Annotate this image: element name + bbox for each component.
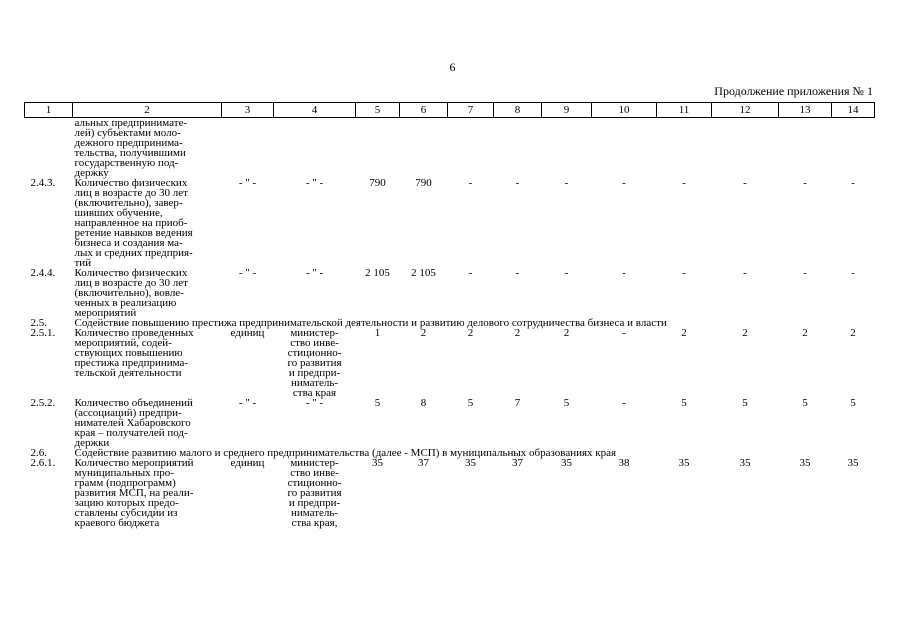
- value-cell: [448, 118, 494, 179]
- value-cell: 35: [847, 457, 859, 469]
- table-row: [25, 178, 875, 268]
- header-cell: 4: [274, 103, 356, 118]
- unit-cell: - " -: [238, 267, 257, 279]
- unit-cell: единиц: [230, 327, 265, 339]
- value-cell: 2: [850, 327, 856, 339]
- header-cell: 9: [542, 103, 592, 118]
- value-cell: 7: [514, 397, 521, 409]
- value-cell: 5: [563, 397, 570, 409]
- value-cell: 38: [618, 457, 630, 469]
- value-cell: 2 105: [411, 267, 436, 279]
- value-cell: 8: [420, 397, 427, 409]
- value-cell: -: [468, 267, 473, 279]
- value-cell: 37: [418, 457, 429, 469]
- indicator-name: Количество проведенных мероприятий, содей- ствующих повышению престижа предпринима- тельской деятельности: [74, 327, 194, 379]
- value-cell: [592, 118, 657, 179]
- value-cell: -: [564, 267, 569, 279]
- table-row: [25, 268, 875, 318]
- indicator-name: Количество физических лиц в возрасте до 30 лет (включительно), завер- шивших обучение, направленное на приоб- ретение навыков ведения бизнеса и создания ма- лых и средних предприя- тий: [74, 177, 193, 269]
- header-cell: 3: [222, 103, 274, 118]
- row-number: 2.5.2.: [30, 397, 56, 409]
- indicator-name: Количество объединений (ассоциаций) предпри- нимателей Хабаровского края – получателей под- держки: [74, 397, 193, 449]
- value-cell: [356, 118, 400, 179]
- indicator-name: альных предпринимате- лей) субъектами моло- дежного предпринима- тельства, получившими государственную под- держку: [74, 117, 188, 179]
- section-title: Содействие развитию малого и среднего предпринимательства (далее - МСП) в муниципальных образованиях края: [74, 447, 617, 459]
- unit-cell: - " -: [238, 177, 257, 189]
- value-cell: 2: [514, 327, 521, 339]
- table-row: [25, 398, 875, 448]
- value-cell: 5: [467, 397, 474, 409]
- value-cell: 35: [678, 457, 690, 469]
- header-cell: 11: [657, 103, 712, 118]
- value-cell: -: [743, 267, 747, 279]
- value-cell: -: [743, 177, 747, 189]
- value-cell: 1: [374, 327, 381, 339]
- row-number: 2.6.1.: [30, 457, 56, 469]
- value-cell: [712, 118, 779, 179]
- unit-cell: [222, 118, 274, 179]
- header-cell: 5: [356, 103, 400, 118]
- value-cell: 35: [739, 457, 751, 469]
- responsible-executor: - " -: [305, 267, 324, 279]
- value-cell: 35: [561, 457, 572, 469]
- value-cell: -: [515, 177, 520, 189]
- value-cell: 5: [742, 397, 748, 409]
- value-cell: -: [851, 267, 855, 279]
- value-cell: -: [622, 327, 626, 339]
- value-cell: [779, 118, 832, 179]
- unit-cell: единиц: [230, 457, 265, 469]
- responsible-executor: министер- ство инве- стиционно- го развития и предпри- ниматель- ства края,: [287, 457, 342, 529]
- header-cell: 12: [712, 103, 779, 118]
- value-cell: 37: [512, 457, 523, 469]
- continuation-label: Продолжение приложения № 1: [714, 84, 873, 98]
- value-cell: 35: [799, 457, 811, 469]
- section-number: 2.5.: [30, 317, 47, 329]
- value-cell: -: [622, 397, 626, 409]
- value-cell: 5: [681, 397, 687, 409]
- row-number: 2.4.4.: [30, 267, 56, 279]
- value-cell: [542, 118, 592, 179]
- responsible-executor: - " -: [305, 397, 324, 409]
- value-cell: -: [682, 267, 686, 279]
- responsible-executor: министер- ство инве- стиционно- го развития и предпри- ниматель- ства края: [287, 327, 342, 399]
- unit-cell: - " -: [238, 397, 257, 409]
- header-cell: 6: [400, 103, 448, 118]
- row-number: 2.5.1.: [30, 327, 56, 339]
- value-cell: 2: [420, 327, 427, 339]
- value-cell: 790: [369, 177, 386, 189]
- table-row: [25, 118, 875, 179]
- value-cell: -: [515, 267, 520, 279]
- responsible-executor: - " -: [305, 177, 324, 189]
- section-number: 2.6.: [30, 447, 47, 459]
- table-row: [25, 458, 875, 528]
- row-number: 2.4.3.: [30, 177, 56, 189]
- value-cell: 35: [372, 457, 383, 469]
- value-cell: [494, 118, 542, 179]
- header-cell: 7: [448, 103, 494, 118]
- row-number: [25, 118, 73, 179]
- value-cell: -: [468, 177, 473, 189]
- section-title: Содействие повышению престижа предпринимательской деятельности и развитию делового сотрудничества бизнеса и власти: [74, 317, 667, 329]
- value-cell: -: [851, 177, 855, 189]
- value-cell: 5: [802, 397, 808, 409]
- page-number: 6: [449, 60, 456, 74]
- header-cell: 1: [25, 103, 73, 118]
- header-cell: 10: [592, 103, 657, 118]
- header-row: [25, 103, 875, 118]
- value-cell: 2: [802, 327, 808, 339]
- value-cell: [657, 118, 712, 179]
- header-cell: 13: [779, 103, 832, 118]
- value-cell: [832, 118, 875, 179]
- value-cell: 2 105: [365, 267, 390, 279]
- value-cell: 5: [850, 397, 856, 409]
- header-cell: 2: [73, 103, 222, 118]
- header-cell: 14: [832, 103, 875, 118]
- value-cell: [400, 118, 448, 179]
- value-cell: 790: [415, 177, 432, 189]
- value-cell: -: [622, 177, 626, 189]
- indicators-table: [24, 102, 875, 528]
- responsible-executor: [274, 118, 356, 179]
- value-cell: 2: [681, 327, 687, 339]
- value-cell: -: [682, 177, 686, 189]
- value-cell: 2: [563, 327, 570, 339]
- value-cell: 5: [374, 397, 381, 409]
- value-cell: 2: [467, 327, 474, 339]
- value-cell: 2: [742, 327, 748, 339]
- value-cell: -: [622, 267, 626, 279]
- value-cell: -: [564, 177, 569, 189]
- value-cell: -: [803, 177, 807, 189]
- header-cell: 8: [494, 103, 542, 118]
- value-cell: 35: [465, 457, 476, 469]
- value-cell: -: [803, 267, 807, 279]
- indicator-name: Количество мероприятий муниципальных про- грамм (подпрограмм) развития МСП, на реали- зацию которых предо- ставлены субсидии из краевого бюджета: [74, 457, 194, 529]
- table-row: [25, 328, 875, 398]
- indicator-name: Количество физических лиц в возрасте до 30 лет (включительно), вовле- ченных в реализацию мероприятий: [74, 267, 188, 319]
